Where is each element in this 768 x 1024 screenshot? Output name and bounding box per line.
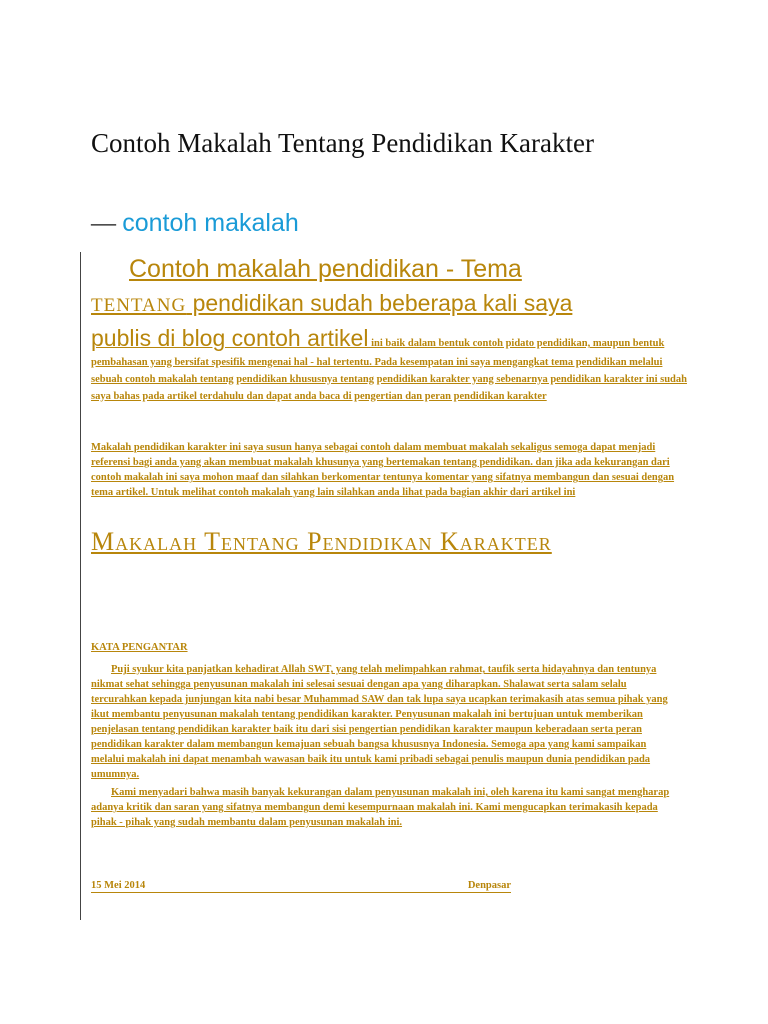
paragraph-2[interactable]: Puji syukur kita panjatkan kehadirat Allah SWT, yang telah melimpahkan rahmat, taufik serta hidayahnya dan tentunya nikmat sehat sehingga penyusunan makalah ini selesai sesuai dengan apa yang diharapkan. Shalawat serta salam selalu tercurahkan kepada junjungan kita nabi besar Muhammad SAW dan tak lupa saya ucapkan terimakasih atas semua pihak yang ikut membantu penyusunan makalah tentang pendidikan karakter. Penyusunan makalah ini bertujuan untuk memberikan penjelasan tentang pendidikan karakter baik itu dari sisi pengertian pendidikan karakter maupun keberadaan serta peran pendidikan karakter dalam membangun kemajuan sebuah bangsa khususnya Indonesia. Semoga apa yang kami sampaikan melalui makalah ini dapat menambah wawasan baik itu untuk kami pribadi sebagai penulis maupun dunia pendidikan pada umumnya. [91,664,668,780]
paragraph-3[interactable]: Kami menyadari bahwa masih banyak kekurangan dalam penyusunan makalah ini, oleh karena itu kami sangat mengharap adanya kritik dan saran yang sifatnya membangun demi kesempurnaan makalah ini. Kami mengucapkan terimakasih kepada pihak - pihak yang sudah membantu dalam penyusunan makalah ini. [91,787,670,828]
margin-tick [80,600,81,612]
sign-date: 15 Mei 2014 [91,880,146,891]
intro-line-3-big: publis di blog contoh artikel [91,325,369,351]
intro-line-2-rest: pendidikan sudah beberapa kali saya [186,290,573,316]
intro-caps-word: TENTANG [91,295,187,316]
signature-line [91,879,511,893]
byline-dash: — [91,210,116,237]
kata-pengantar-heading[interactable]: KATA PENGANTAR [91,642,188,653]
byline [91,205,299,242]
margin-tick [80,838,81,850]
margin-tick [80,420,81,432]
intro-block [91,252,691,404]
margin-tick [80,858,81,870]
intro-line-2[interactable] [91,286,691,323]
intro-line-3-small: ini baik dalam bentuk contoh pidato pendidikan, maupun bentuk pembahasan yang bersifat spesifik mengenai hal - hal tertentu. Pada kesempatan ini saya mengangkat tema pendidikan melalui sebuah contoh makalah tentang pendidikan khususnya tentang pendidikan karakter yang sebenarnya pendidikan karakter ini sudah saya bahas pada artikel terdahulu dan dapat anda baca di pengertian dan peran pendidikan karakter [91,338,687,402]
page-title: Contoh Makalah Tentang Pendidikan Karakter [91,128,594,158]
byline-link[interactable]: contoh makalah [122,209,299,237]
left-margin-rule [80,252,81,920]
intro-line-1[interactable]: Contoh makalah pendidikan - Tema [129,255,522,283]
section-heading[interactable]: Makalah Tentang Pendidikan Karakter [91,527,552,556]
intro-line-3[interactable] [91,323,691,404]
paragraph-1[interactable]: Makalah pendidikan karakter ini saya susun hanya sebagai contoh dalam membuat makalah sekaligus semoga dapat menjadi referensi bagi anda yang akan membuat makalah khusunya yang bertemakan tentang pendidikan. dan jika ada kekurangan dari contoh makalah ini saya mohon maaf dan silahkan berkomentar tentunya komentar yang sifatnya membangun dan sesuai dengan tema artikel. Untuk melihat contoh makalah yang lain silahkan anda lihat pada bagian akhir dari artikel ini [91,442,675,498]
sign-place: Denpasar [467,880,511,891]
margin-tick [80,622,81,634]
